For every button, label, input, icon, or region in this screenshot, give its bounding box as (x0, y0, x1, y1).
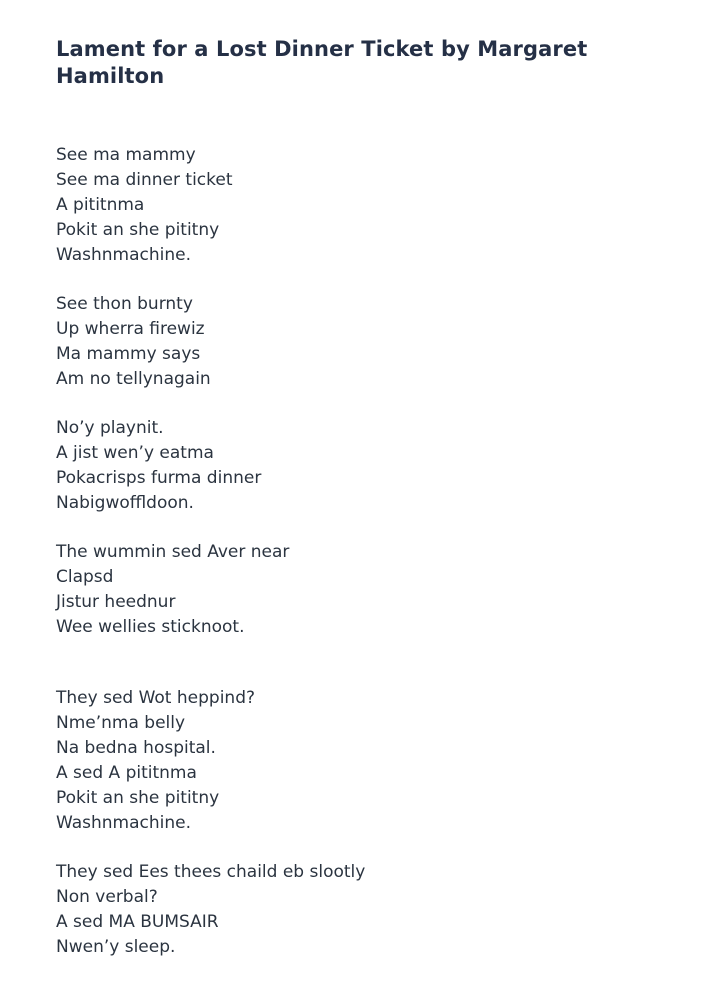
poem-line: Pokit an she pititny (56, 787, 220, 808)
poem-line: Nabigwoffldoon. (56, 492, 194, 513)
poem-line: A jist wen’y eatma (56, 442, 214, 463)
poem-line: Washnmachine. (56, 244, 192, 265)
poem-line: Up wherra firewiz (56, 318, 205, 339)
poem-line: A sed MA BUMSAIR (56, 911, 219, 932)
poem-line: See thon burnty (56, 293, 193, 314)
poem-line: Nwen’y sleep. (56, 936, 176, 957)
poem-line: A pititnma (56, 194, 145, 215)
poem-line: Ma mammy says (56, 343, 201, 364)
poem-line: Jistur heednur (56, 591, 176, 612)
page-title: Lament for a Lost Dinner Ticket by Margaret Hamilton (56, 37, 588, 89)
poem-line: Pokacrisps furma dinner (56, 467, 262, 488)
poem-line: Nme’nma belly (56, 712, 186, 733)
poem-line: Na bedna hospital. (56, 737, 216, 758)
poem-line: Washnmachine. (56, 812, 192, 833)
poem-line: See ma mammy (56, 144, 196, 165)
poem-line: Clapsd (56, 566, 114, 587)
poem-stanza (56, 292, 661, 392)
poem-line: They sed Ees thees chaild eb slootly (56, 861, 366, 882)
poem-stanza (56, 416, 661, 516)
poem-stanza (56, 860, 661, 960)
poem-stanza (56, 686, 661, 836)
poem-line: See ma dinner ticket (56, 169, 233, 190)
poem-stanza (56, 540, 661, 640)
poem-line: Non verbal? (56, 886, 158, 907)
poem-line: They sed Wot heppind? (56, 687, 256, 708)
poem-line: Wee wellies sticknoot. (56, 616, 245, 637)
poem-stanza (56, 143, 661, 268)
poem-body (56, 143, 661, 960)
poem-line: The wummin sed Aver near (56, 541, 290, 562)
poem-line: A sed A pititnma (56, 762, 197, 783)
poem-line: No’y playnit. (56, 417, 164, 438)
poem-line: Am no tellynagain (56, 368, 211, 389)
poem-line: Pokit an she pititny (56, 219, 220, 240)
